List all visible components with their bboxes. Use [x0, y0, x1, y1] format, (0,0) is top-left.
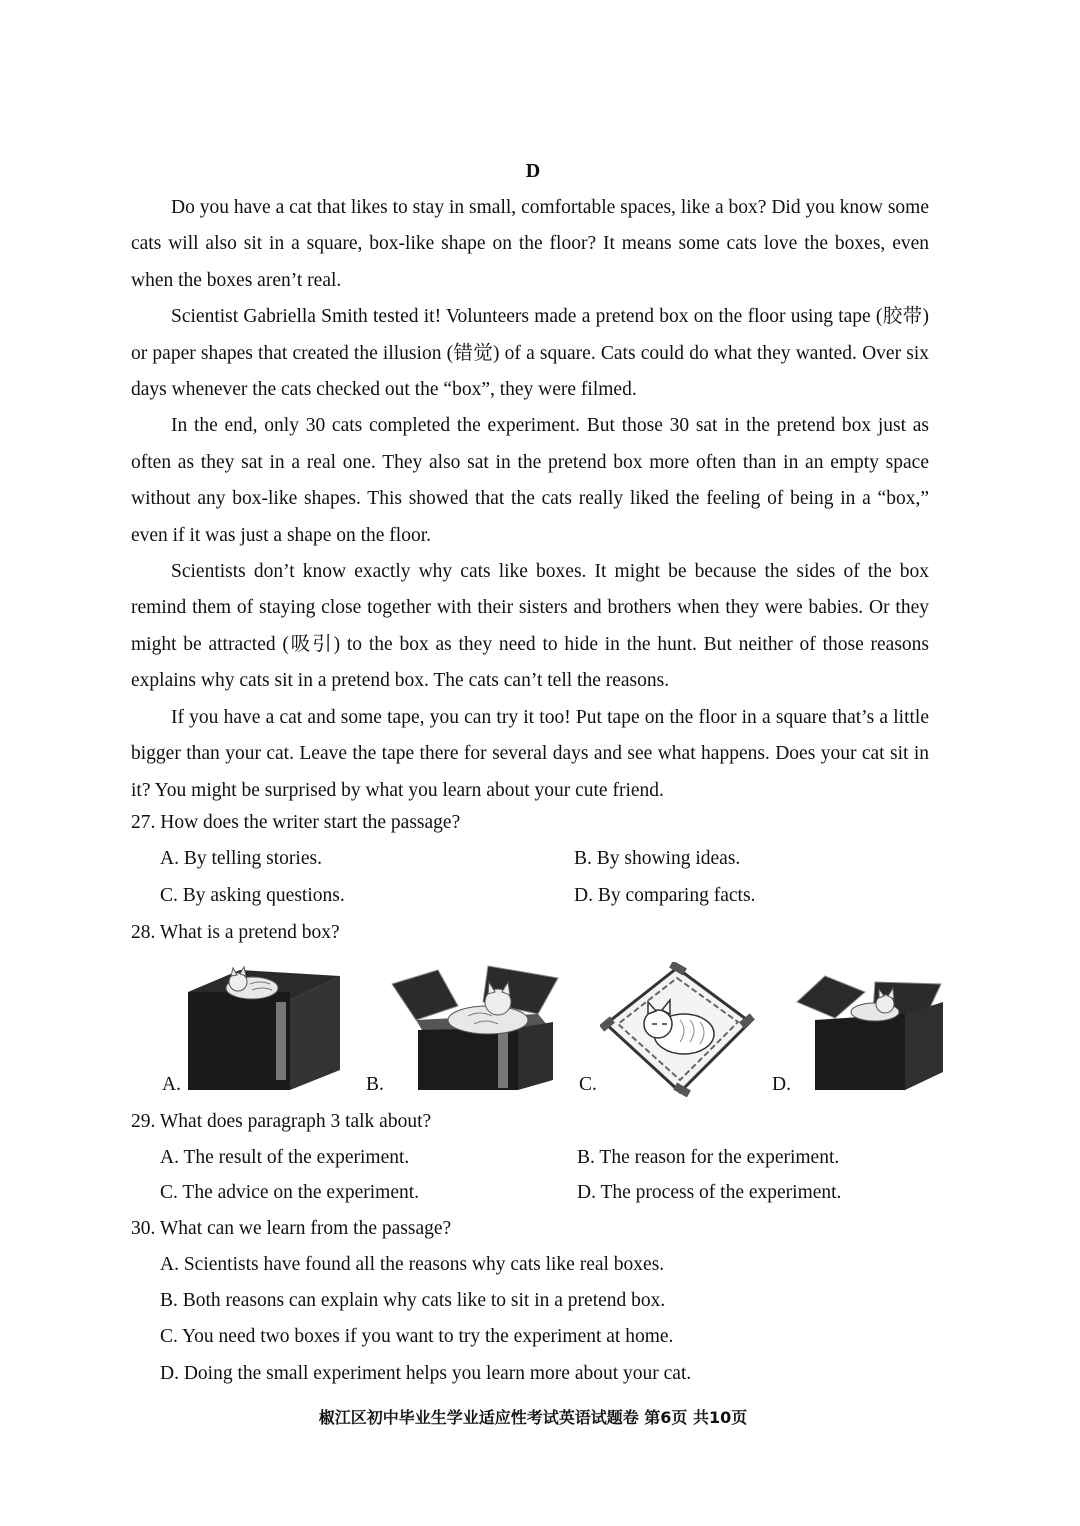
passage-paragraph-4: Scientists don’t know exactly why cats like boxes. It might be because the sides of the box remind them of staying close together with their sisters and brothers when they were babies. Or they might be attracted (吸引) to the box as they need to hide in the hunt. But neither of those reasons explains why cats sit in a pretend box. The cats can’t tell the reasons. — [131, 561, 929, 692]
picture-label-c: C. — [579, 1074, 597, 1095]
passage-paragraph-2: Scientist Gabriella Smith tested it! Volunteers made a pretend box on the floor using tape (胶带) or paper shapes that created the illusion (错觉) of a square. Cats could do what they wanted. Over six days whenever the cats checked out the “box”, they were filmed. — [131, 306, 929, 401]
question-27-option-c: C. By asking questions. — [160, 885, 345, 906]
question-30-option-c: C. You need two boxes if you want to try the experiment at home. — [160, 1326, 674, 1347]
section-title: D — [525, 160, 541, 182]
question-27-option-b: B. By showing ideas. — [574, 848, 741, 869]
question-28-stem: 28. What is a pretend box? — [131, 922, 340, 943]
question-29-option-b: B. The reason for the experiment. — [577, 1147, 840, 1168]
question-30-option-b: B. Both reasons can explain why cats like to sit in a pretend box. — [160, 1290, 666, 1311]
question-29-option-c: C. The advice on the experiment. — [160, 1182, 420, 1203]
passage-paragraph-5: If you have a cat and some tape, you can try it too! Put tape on the floor in a square that’s a little bigger than your cat. Leave the tape there for several days and see what happens. Does your cat sit in it? You might be surprised by what you learn about your cute friend. — [131, 706, 929, 801]
picture-c-cat-in-tape-square — [600, 962, 755, 1097]
reading-passage — [131, 190, 929, 809]
picture-d-cat-in-dark-box — [795, 962, 945, 1092]
picture-label-a: A. — [162, 1074, 181, 1095]
question-27-option-a: A. By telling stories. — [160, 848, 322, 869]
picture-label-d: D. — [772, 1074, 791, 1095]
picture-label-b: B. — [366, 1074, 384, 1095]
picture-a-cat-on-box — [180, 962, 345, 1092]
question-29-option-a: A. The result of the experiment. — [160, 1147, 410, 1168]
question-30-option-d: D. Doing the small experiment helps you learn more about your cat. — [160, 1363, 692, 1384]
question-27-stem: 27. How does the writer start the passage? — [131, 812, 461, 833]
question-30-option-a: A. Scientists have found all the reasons why cats like real boxes. — [160, 1254, 665, 1275]
picture-b-cat-in-open-box — [388, 962, 563, 1092]
passage-paragraph-1: Do you have a cat that likes to stay in small, comfortable spaces, like a box? Did you know some cats will also sit in a square, box-like shape on the floor? It means some cats love the boxes, even when the boxes aren’t real. — [131, 197, 929, 291]
question-29-stem: 29. What does paragraph 3 talk about? — [131, 1111, 432, 1132]
question-27-option-d: D. By comparing facts. — [574, 885, 756, 906]
page-footer: 椒江区初中毕业生学业适应性考试英语试题卷 第6页 共10页 — [318, 1408, 748, 1427]
passage-paragraph-3: In the end, only 30 cats completed the experiment. But those 30 sat in the pretend box just as often as they sat in a real one. They also sat in the pretend box more often than in an empty space without any box-like shapes. This showed that the cats really liked the feeling of being in a “box,” even if it was just a shape on the floor. — [131, 415, 929, 546]
question-29-option-d: D. The process of the experiment. — [577, 1182, 842, 1203]
question-30-stem: 30. What can we learn from the passage? — [131, 1218, 452, 1239]
